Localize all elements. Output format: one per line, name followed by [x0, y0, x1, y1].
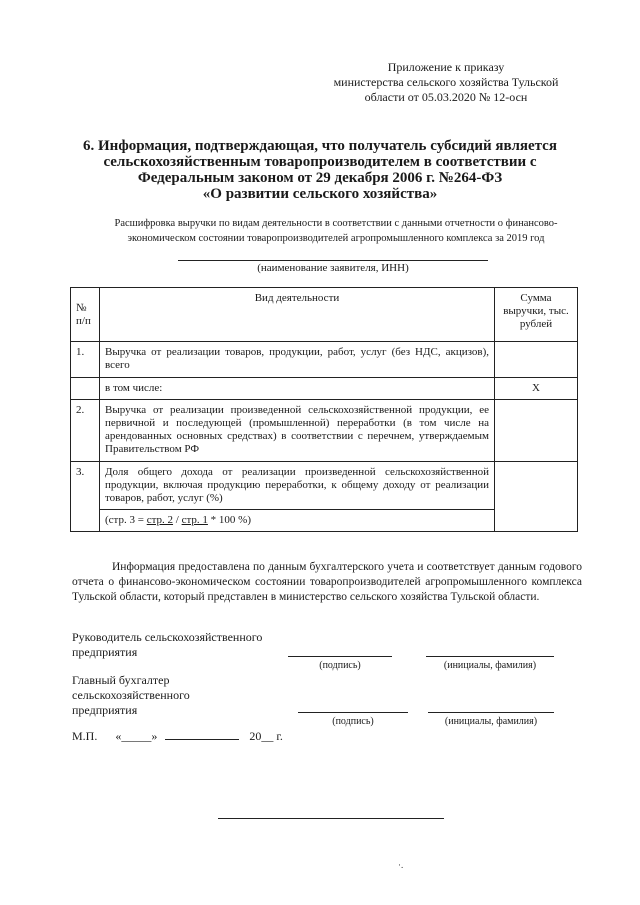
bottom-separator-line: [218, 818, 444, 819]
row-sum: [495, 342, 578, 378]
header-sum: [495, 288, 578, 342]
row-sum: [495, 462, 578, 532]
header-num: [71, 288, 100, 342]
row-activity: в том числе:: [100, 378, 495, 400]
accountant-name-caption: (инициалы, фамилия): [444, 716, 538, 727]
row-sum: [495, 400, 578, 462]
row-num: 3.: [71, 462, 100, 532]
formula-suffix: * 100 %): [207, 514, 251, 526]
title-line1: 6. Информация, подтверждающая, что получатель субсидий является: [83, 138, 557, 154]
table-row: [71, 462, 578, 510]
document-subtitle: [86, 216, 586, 246]
accountant-label-line1: Главный бухгалтер: [72, 673, 170, 687]
head-name-line: [426, 656, 554, 657]
header-activity: [100, 288, 495, 342]
title-line2: сельскохозяйственным товаропроизводителем в соответствии с: [103, 154, 537, 170]
header-sum-label: Сумма выручки, тыс. рублей: [503, 292, 569, 330]
row-activity: Выручка от реализации произведенной сельскохозяйственной продукции, ее первичной и последующей (промышленной) переработки (в том числе на арендованных основных средствах) в соответствии с перечнем, утверждаемым Правительством РФ: [100, 400, 495, 462]
info-paragraph: Информация предоставлена по данным бухгалтерского учета и соответствует данным годового отчета о финансово-экономическом состоянии товаропроизводителей агропромышленного комплекса Тульской области, который представлен в министерство сельского хозяйства Тульской области.: [72, 561, 582, 603]
date-year: 20__ г.: [249, 729, 283, 743]
order-reference-line3: области от 05.03.2020 № 12-осн: [364, 90, 528, 104]
accountant-sign-caption: (подпись): [332, 716, 374, 727]
row-activity: Выручка от реализации товаров, продукции, работ, услуг (без НДС, акцизов), всего: [100, 342, 495, 378]
accountant-label-line3: предприятия: [72, 703, 138, 717]
accountant-signature-line: [298, 712, 408, 713]
head-sign-caption: (подпись): [319, 660, 361, 671]
header-num-label: № п/п: [76, 301, 91, 327]
scan-speck: ·.: [398, 860, 404, 870]
title-line3: Федеральным законом от 29 декабря 2006 г. №264-ФЗ: [137, 170, 503, 186]
table-row: [71, 400, 578, 462]
header-activity-label: Вид деятельности: [254, 292, 340, 304]
subtitle-line2: экономическом состоянии товаропроизводителей агропромышленного комплекса за 2019 год: [127, 233, 545, 244]
formula-cell: [100, 510, 495, 532]
head-label-line2: предприятия: [72, 645, 138, 659]
accountant-name-line: [428, 712, 554, 713]
order-reference: [316, 60, 576, 105]
date-day: «_____»: [115, 729, 158, 743]
applicant-caption: (наименование заявителя, ИНН): [257, 262, 409, 274]
head-signature-line: [288, 656, 392, 657]
revenue-table: [70, 287, 578, 532]
subtitle-line1: Расшифровка выручки по видам деятельности в соответствии с данными отчетности о финансово-: [114, 218, 558, 229]
head-label-line1: Руководитель сельскохозяйственного: [72, 630, 263, 644]
table-row: [71, 378, 578, 400]
date-month-line: [165, 728, 239, 740]
formula-prefix: (стр. 3 =: [105, 514, 147, 526]
order-reference-line1: Приложение к приказу: [387, 60, 505, 74]
stamp-mark: М.П.: [72, 729, 98, 743]
row-sum: Х: [495, 378, 578, 400]
table-header-row: [71, 288, 578, 342]
accountant-label: [72, 673, 190, 718]
order-reference-line2: министерства сельского хозяйства Тульской: [333, 75, 559, 89]
formula-ref-row1: стр. 1: [181, 514, 208, 526]
formula-sep: /: [173, 514, 182, 526]
accountant-label-line2: сельскохозяйственного: [72, 688, 190, 702]
applicant-fill-line: [178, 260, 488, 261]
formula-ref-row2: стр. 2: [146, 514, 174, 526]
row-activity: Доля общего дохода от реализации произведенной сельскохозяйственной продукции, включая продукцию переработки, к общему доходу от реализации товаров, работ, услуг (%): [100, 462, 495, 510]
head-name-caption: (инициалы, фамилия): [443, 660, 537, 671]
table-row: [71, 342, 578, 378]
document-title: [60, 138, 580, 202]
stamp-date-row: [72, 728, 283, 744]
title-line4: «О развитии сельского хозяйства»: [202, 186, 438, 202]
head-label: [72, 630, 262, 660]
row-num: 1.: [71, 342, 100, 378]
row-num: [71, 378, 100, 400]
row-num: 2.: [71, 400, 100, 462]
